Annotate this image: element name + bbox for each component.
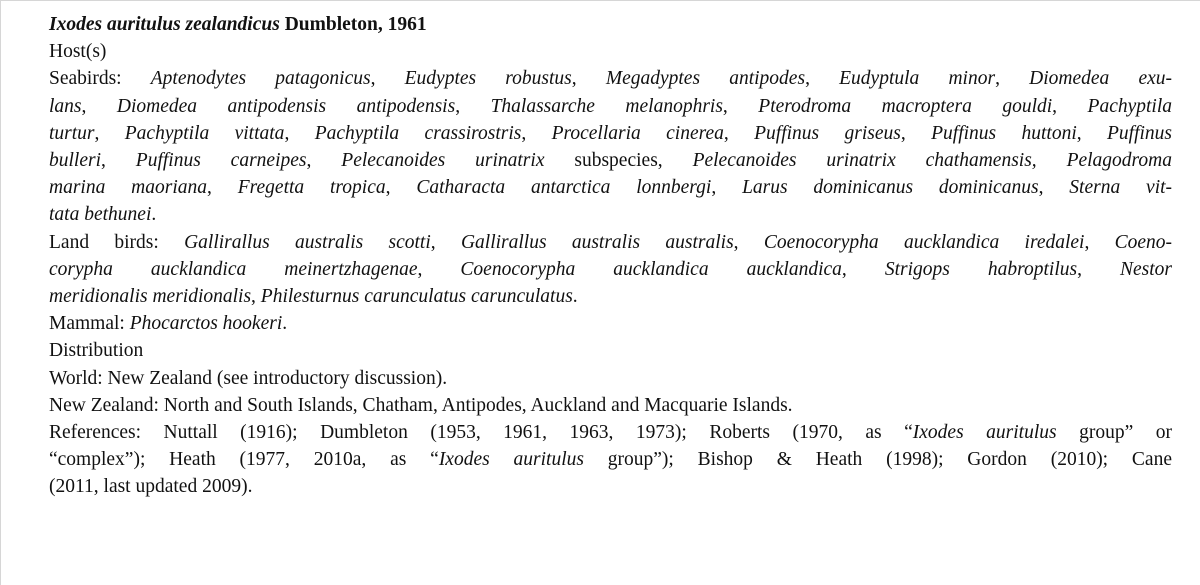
references-paragraph (49, 419, 1172, 501)
title-taxon: Ixodes auritulus zealandicus (49, 14, 280, 35)
taxon-name: Coenocorypha aucklandica iredalei (763, 231, 1085, 253)
taxon-name: meridionalis meridionalis (49, 285, 252, 307)
taxon-name: Philesturnus carunculatus carunculatus (260, 285, 573, 307)
text-line (49, 419, 1172, 446)
distribution-new-zealand: New Zealand: North and South Islands, Chatham, Antipodes, Auckland and Macquarie Islands. (49, 394, 793, 416)
taxon-name: Sterna vit- (1069, 177, 1172, 199)
text-line (49, 201, 1172, 228)
text-run: , (81, 95, 117, 117)
hosts-heading: Host(s) (49, 41, 107, 63)
taxon-name: Catharacta antarctica lonnbergi (416, 177, 712, 199)
text-run: group”); Bishop & Heath (1998); Gordon (2010); Cane (583, 449, 1172, 471)
taxon-name: Pachyptila vittata (124, 122, 285, 144)
text-run: , (1084, 231, 1115, 253)
taxon-name: lans (49, 95, 82, 117)
taxon-name: Ixodes auritulus (438, 449, 584, 471)
text-run: , (521, 122, 552, 144)
text-run: group” or (1056, 421, 1172, 443)
text-run: subspecies, (544, 149, 693, 171)
text-runs (151, 68, 1172, 89)
species-title (49, 11, 1172, 38)
taxon-name: Puffinus griseus (754, 122, 901, 144)
taxon-name: Phocarctos hookeri (129, 313, 283, 335)
text-run: , (385, 177, 417, 199)
text-line (49, 93, 1172, 120)
text-run: , (711, 177, 743, 199)
taxon-name: Gallirallus australis scotti (184, 231, 431, 253)
text-run: , (284, 122, 315, 144)
text-run: , (207, 177, 238, 199)
taxon-name: Eudyptes robustus (404, 68, 572, 90)
taxon-name: Aptenodytes patagonicus (150, 68, 371, 90)
taxon-name: Gallirallus australis australis (460, 231, 734, 253)
taxon-name: tata bethunei (49, 204, 152, 226)
distribution-heading: Distribution (49, 340, 144, 362)
text-line (49, 120, 1172, 147)
text-run: , (841, 258, 885, 280)
text-runs (184, 232, 1172, 253)
taxon-name: Larus dominicanus dominicanus (742, 177, 1039, 199)
taxon-name: marina maoriana (49, 177, 208, 199)
taxon-name: Pterodroma macroptera gouldi (758, 95, 1053, 117)
text-run: . (572, 285, 578, 307)
text-run: , (733, 231, 764, 253)
text-run: , (455, 95, 491, 117)
distribution-world: World: New Zealand (see introductory discussion). (49, 367, 448, 389)
text-line (49, 65, 1172, 92)
text-run: , (101, 149, 136, 171)
text-run: , (251, 285, 261, 307)
taxon-name: Coenocorypha aucklandica aucklandica (460, 258, 842, 280)
text-run: References: Nuttall (1916); Dumbleton (1953, 1961, 1963, 1973); Roberts (1970, as “ (49, 421, 913, 443)
text-line (49, 473, 1172, 500)
text-line (49, 174, 1172, 201)
seabirds-label: Seabirds: (49, 68, 122, 90)
text-run: . (151, 204, 157, 226)
text-run: , (805, 68, 840, 90)
mammal-label: Mammal: (49, 313, 125, 335)
text-run: , (722, 95, 759, 117)
text-run: . (282, 313, 288, 335)
text-line (49, 147, 1172, 174)
text-run: , (306, 149, 342, 171)
text-run: , (94, 122, 125, 144)
taxon-name: Procellaria cinerea (551, 122, 724, 144)
taxon-name: Diomedea exu- (1029, 68, 1172, 90)
taxon-name: Pelecanoides urinatrix (341, 149, 545, 171)
title-author-year: Dumbleton, 1961 (284, 14, 427, 35)
text-run: , (1076, 122, 1107, 144)
text-run: , (1052, 95, 1088, 117)
taxon-name: Nestor (1120, 258, 1172, 280)
land-birds-label: Land birds: (49, 231, 159, 253)
text-run: “complex”); Heath (1977, 2010a, as “ (49, 449, 439, 471)
text-run: , (417, 258, 461, 280)
text-line (49, 446, 1172, 473)
text-line (49, 229, 1172, 256)
text-line (49, 283, 1172, 310)
taxon-name: Pelecanoides urinatrix chathamensis, Pelagodroma (692, 149, 1172, 171)
species-entry (49, 11, 1172, 501)
taxon-name: Thalassarche melanophris (490, 95, 723, 117)
text-run: , (571, 68, 606, 90)
text-run: , (900, 122, 932, 144)
taxon-name: corypha aucklandica meinertzhagenae (49, 258, 418, 280)
seabirds-paragraph (49, 65, 1172, 228)
taxon-name: Pachyptila (1087, 95, 1172, 117)
text-line (49, 256, 1172, 283)
text-run: , (430, 231, 461, 253)
text-run: , (995, 68, 1030, 90)
taxon-name: Diomedea antipodensis antipodensis (116, 95, 456, 117)
taxon-name: Pachyptila crassirostris (314, 122, 522, 144)
text-runs (130, 313, 287, 334)
text-run: , (1038, 177, 1070, 199)
taxon-name: Coeno- (1114, 231, 1172, 253)
text-run: , (370, 68, 405, 90)
taxon-name: Puffinus carneipes (135, 149, 307, 171)
taxon-name: Eudyptula minor (839, 68, 996, 90)
taxon-name: Fregetta tropica (237, 177, 386, 199)
text-run: , (1077, 258, 1121, 280)
taxon-name: Strigops habroptilus (884, 258, 1078, 280)
text-run: , (723, 122, 755, 144)
taxon-name: Puffinus huttoni (931, 122, 1077, 144)
mammal-paragraph (49, 310, 1172, 337)
taxon-name: turtur (49, 122, 95, 144)
taxon-name: Ixodes auritulus (912, 421, 1057, 443)
taxon-name: bulleri (49, 149, 101, 171)
text-run: (2011, last updated 2009). (49, 476, 253, 498)
taxon-name: Puffinus (1107, 122, 1172, 144)
land-birds-paragraph (49, 229, 1172, 311)
taxon-name: Megadyptes antipodes (605, 68, 806, 90)
